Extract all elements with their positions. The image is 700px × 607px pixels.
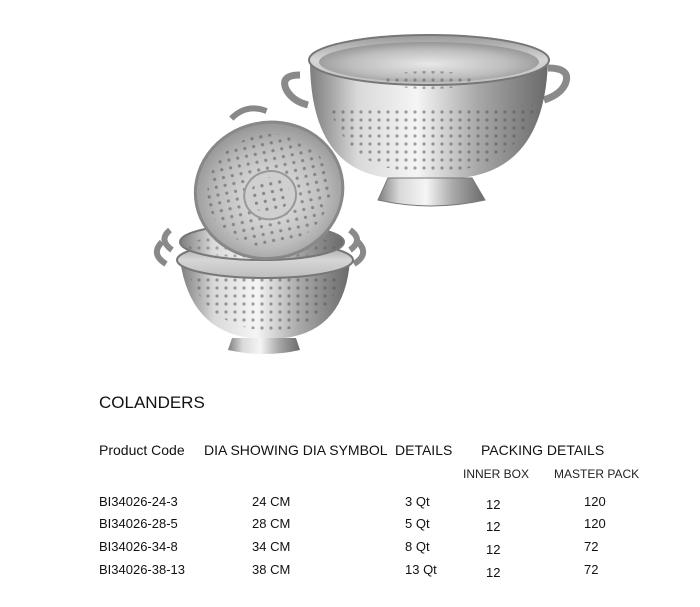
header-master-pack: MASTER PACK: [554, 467, 640, 481]
row-2-dia: 28 CM: [252, 516, 291, 531]
product-images: [150, 20, 590, 360]
header-product-code: Product Code: [99, 442, 185, 458]
row-2-inner: 12: [486, 519, 501, 534]
row-2-details: 5 Qt: [405, 516, 430, 531]
row-1-dia: 24 CM: [252, 494, 291, 509]
row-3-dia: 34 CM: [252, 539, 291, 554]
header-packing-details: PACKING DETAILS: [481, 442, 605, 458]
row-3-details: 8 Qt: [405, 539, 430, 554]
row-1-inner: 12: [486, 497, 501, 512]
row-4-dia: 38 CM: [252, 562, 291, 577]
header-details: DETAILS: [395, 442, 453, 458]
header-inner-box: INNER BOX: [463, 467, 530, 481]
row-1-code: BI34026-24-3: [99, 494, 178, 509]
header-dia: DIA SHOWING DIA SYMBOL: [204, 442, 388, 458]
row-2-master: 120: [584, 516, 606, 531]
row-3-inner: 12: [486, 542, 501, 557]
row-4-master: 72: [584, 562, 599, 577]
section-title: COLANDERS: [99, 393, 205, 412]
row-4-details: 13 Qt: [405, 562, 437, 577]
row-1-details: 3 Qt: [405, 494, 430, 509]
row-1-master: 120: [584, 494, 606, 509]
row-3-master: 72: [584, 539, 599, 554]
row-2-code: BI34026-28-5: [99, 516, 178, 531]
row-3-code: BI34026-34-8: [99, 539, 178, 554]
row-4-inner: 12: [486, 565, 501, 580]
row-4-code: BI34026-38-13: [99, 562, 186, 577]
